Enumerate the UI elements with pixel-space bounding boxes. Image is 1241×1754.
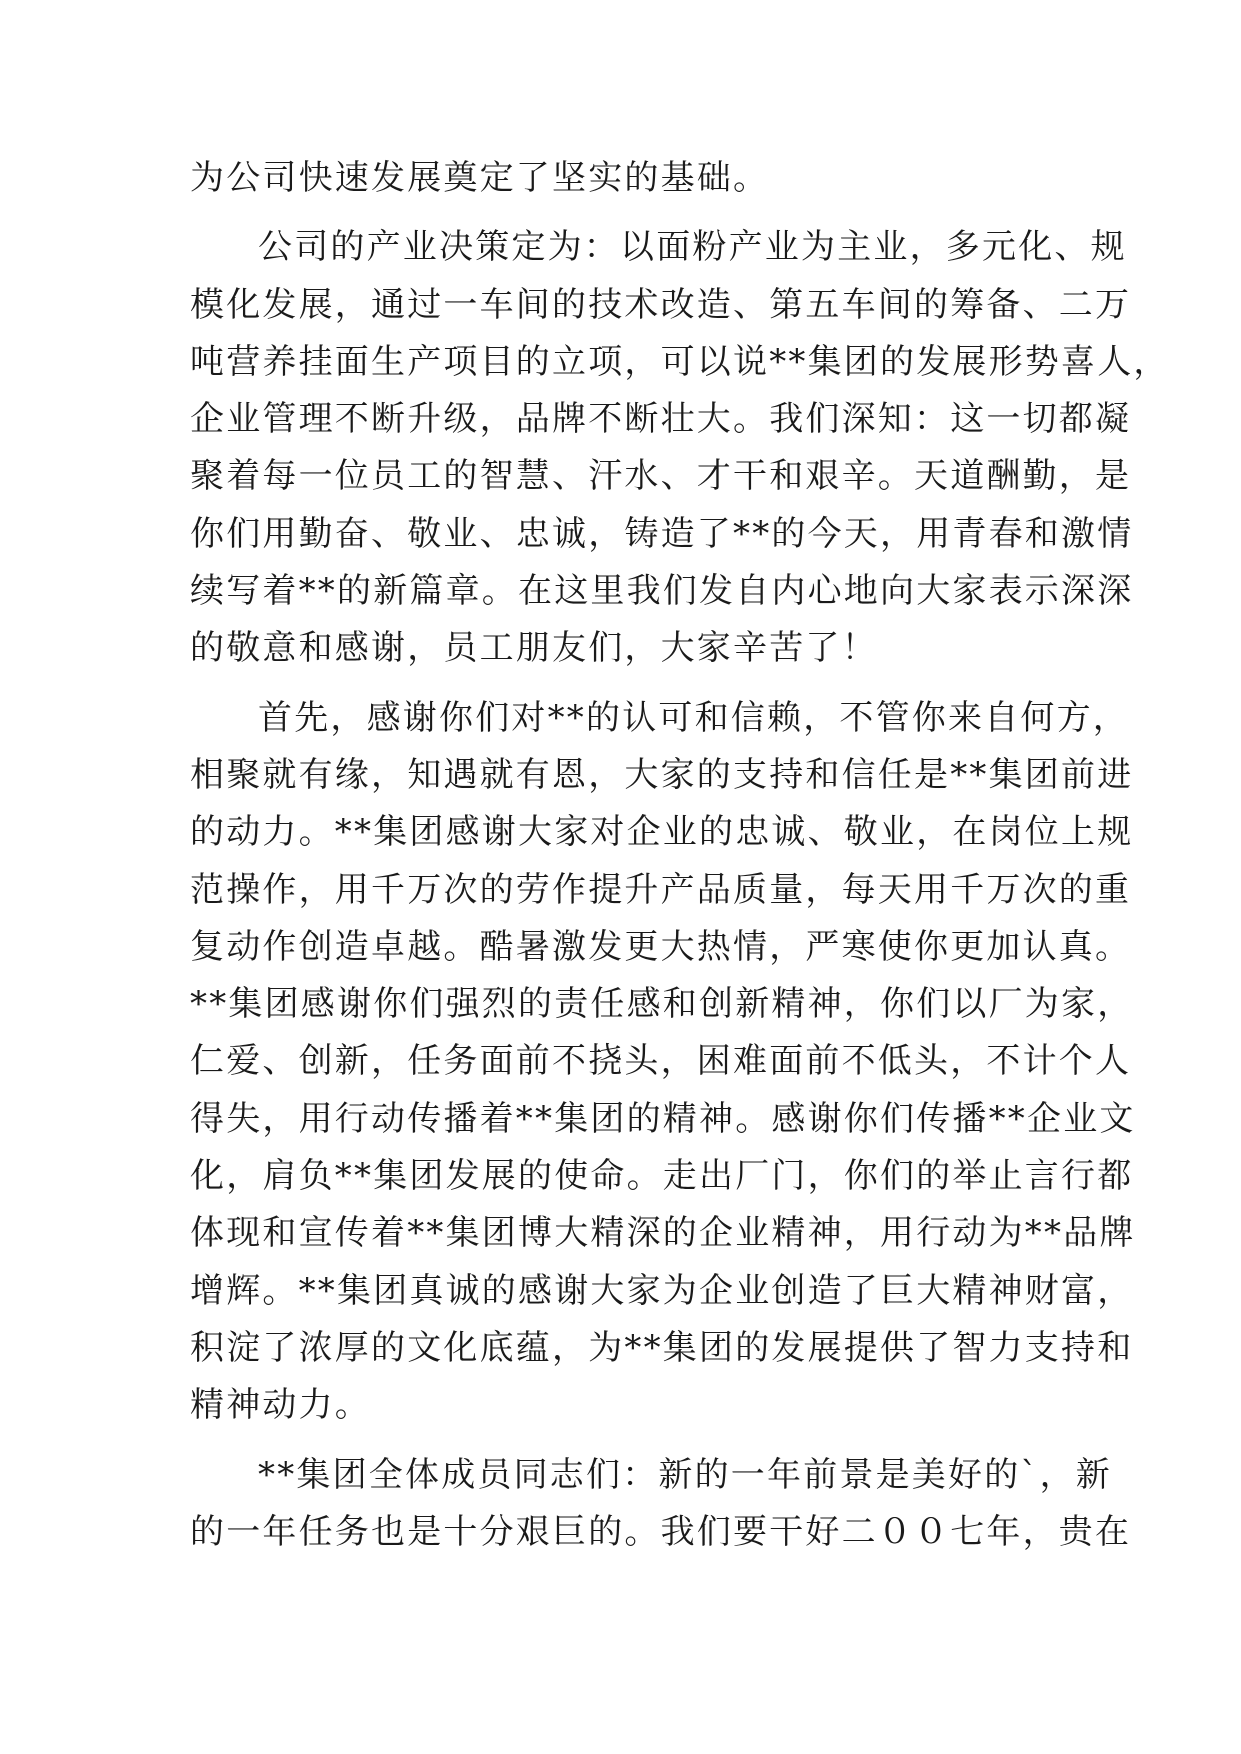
text-line: 吨营养挂面生产项目的立项，可以说**集团的发展形势喜人， — [190, 341, 1170, 382]
text-line: 复动作创造卓越。酷暑激发更大热情，严寒使你更加认真。 — [190, 926, 1132, 967]
text-line: 的一年任务也是十分艰巨的。我们要干好二００七年，贵在 — [190, 1511, 1132, 1552]
text-line: 增辉。**集团真诚的感谢大家为企业创造了巨大精神财富， — [190, 1270, 1134, 1311]
paragraph-first-line: 首先，感谢你们对**的认可和信赖，不管你来自何方， — [258, 697, 1129, 738]
paragraph-gap — [190, 1435, 1070, 1447]
document-body — [190, 150, 1170, 1561]
text-line: 化，肩负**集团发展的使命。走出厂门，你们的举止言行都 — [190, 1156, 1134, 1197]
text-line: 范操作，用千万次的劳作提升产品质量，每天用千万次的重 — [190, 869, 1132, 910]
text-line: 的敬意和感谢，员工朋友们，大家辛苦了！ — [190, 628, 878, 669]
text-line: 你们用勤奋、敬业、忠诚，铸造了**的今天，用青春和激情 — [190, 513, 1134, 554]
paragraph-gap — [190, 678, 1070, 690]
text-line: 聚着每一位员工的智慧、汗水、才干和艰辛。天道酬勤，是 — [190, 456, 1132, 497]
text-line: 续写着**的新篇章。在这里我们发自内心地向大家表示深深 — [190, 571, 1134, 612]
text-line: **集团感谢你们强烈的责任感和创新精神，你们以厂为家， — [190, 984, 1134, 1025]
text-line: 模化发展，通过一车间的技术改造、第五车间的筹备、二万 — [190, 284, 1132, 325]
text-line: 企业管理不断升级，品牌不断壮大。我们深知：这一切都凝 — [190, 399, 1132, 440]
text-line: 为公司快速发展奠定了坚实的基础。 — [190, 158, 770, 198]
paragraph-first-line: 公司的产业决策定为：以面粉产业为主业，多元化、规 — [258, 227, 1127, 268]
text-line: 积淀了浓厚的文化底蕴，为**集团的发展提供了智力支持和 — [190, 1327, 1134, 1368]
text-line: 精神动力。 — [190, 1385, 371, 1426]
text-line: 得失，用行动传播着**集团的精神。感谢你们传播**企业文 — [190, 1098, 1136, 1139]
paragraph-gap — [190, 207, 1070, 219]
paragraph-first-line: **集团全体成员同志们：新的一年前景是美好的`，新 — [258, 1454, 1112, 1495]
text-line: 体现和宣传着**集团博大精深的企业精神，用行动为**品牌 — [190, 1213, 1136, 1254]
text-line: 相聚就有缘，知遇就有恩，大家的支持和信任是**集团前进 — [190, 754, 1134, 795]
text-line: 的动力。**集团感谢大家对企业的忠诚、敬业，在岗位上规 — [190, 812, 1134, 853]
text-line: 仁爱、创新，任务面前不挠头，困难面前不低头，不计个人 — [190, 1041, 1132, 1082]
